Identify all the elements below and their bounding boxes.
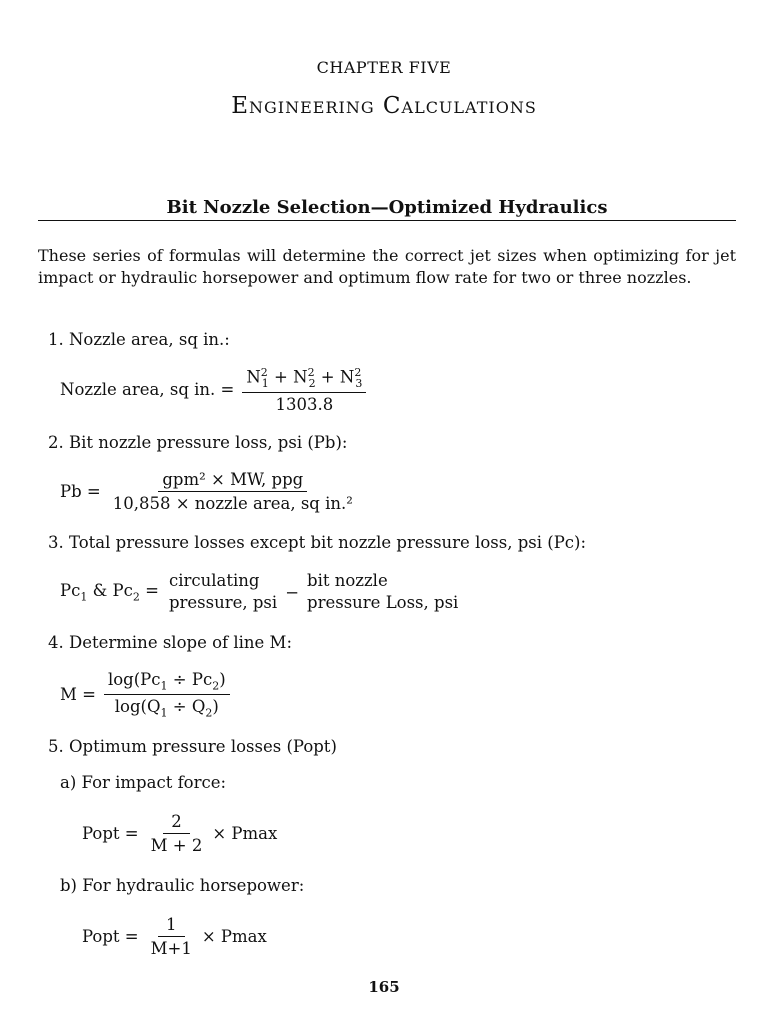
step-5b-lhs: Popt =: [82, 927, 139, 946]
chapter-label: CHAPTER FIVE: [316, 58, 452, 77]
step-4-formula: [60, 670, 230, 720]
step-3-term-a-bottom: pressure, psi: [168, 593, 278, 612]
step-3-term-b: [307, 570, 458, 614]
page-number: 165: [368, 978, 400, 996]
step-5-heading: 5. Optimum pressure losses (Popt): [48, 737, 337, 756]
step-5b-formula: [82, 915, 267, 958]
page-title: Engineering Calculations: [231, 93, 537, 119]
step-1-formula: [60, 366, 366, 414]
step-2-fraction: [109, 470, 357, 513]
step-5b-heading: b) For hydraulic horsepower:: [60, 876, 305, 895]
step-3-term-a: [169, 570, 277, 614]
step-4-lhs: M =: [60, 685, 96, 705]
step-5a-numerator: 2: [163, 812, 190, 834]
step-2-numerator: gpm² × MW, ppg: [158, 470, 307, 492]
step-3-minus: −: [285, 582, 300, 602]
step-2-lhs: Pb =: [60, 482, 101, 501]
step-4-fraction: [104, 670, 230, 720]
step-5a-formula: [82, 812, 277, 855]
step-5a-heading: a) For impact force:: [60, 773, 227, 792]
step-1-heading: 1. Nozzle area, sq in.:: [48, 330, 230, 349]
step-3-term-a-top: circulating: [168, 571, 260, 590]
step-4-heading: 4. Determine slope of line M:: [48, 633, 293, 652]
step-5b-numerator: 1: [158, 915, 185, 937]
step-2-heading: 2. Bit nozzle pressure loss, psi (Pb):: [48, 433, 348, 452]
section-title: Bit Nozzle Selection—Optimized Hydraulics: [166, 197, 608, 218]
step-5a-fraction: [147, 812, 207, 855]
step-4-numerator: $\log(Pc_1 \div Pc_2)$: [104, 670, 230, 695]
step-5a-rhs: × Pmax: [212, 824, 278, 843]
step-5a-lhs: Popt =: [82, 824, 139, 843]
step-5b-fraction: [147, 915, 196, 958]
step-5b-rhs: × Pmax: [201, 927, 267, 946]
step-1-fraction: [242, 366, 366, 414]
step-4-denominator: $\log(Q_1 \div Q_2)$: [114, 697, 219, 720]
step-1-lhs: Nozzle area, sq in. =: [60, 380, 235, 400]
step-3-lhs: $Pc_1$ & $Pc_2$ =: [60, 580, 159, 604]
step-5a-denominator: M + 2: [150, 836, 203, 855]
step-3-term-b-top: bit nozzle: [307, 571, 388, 590]
step-3-term-b-bottom: pressure Loss, psi: [307, 593, 459, 612]
step-3-heading: 3. Total pressure losses except bit nozzle pressure loss, psi (Pc):: [48, 533, 587, 552]
step-2-denominator: 10,858 × nozzle area, sq in.²: [112, 494, 353, 513]
step-1-denominator: 1303.8: [275, 394, 334, 414]
step-1-numerator: $N^2_1 + N^2_2 + N^2_3$: [242, 366, 366, 393]
step-3-formula: [60, 570, 458, 614]
intro-paragraph: These series of formulas will determine the correct jet sizes when optimizing for jet impact or hydraulic horsepower and optimum flow rate for two or three nozzles.: [38, 246, 736, 287]
section-rule: [38, 220, 736, 221]
step-5b-denominator: M+1: [150, 939, 192, 958]
step-2-formula: [60, 470, 357, 513]
